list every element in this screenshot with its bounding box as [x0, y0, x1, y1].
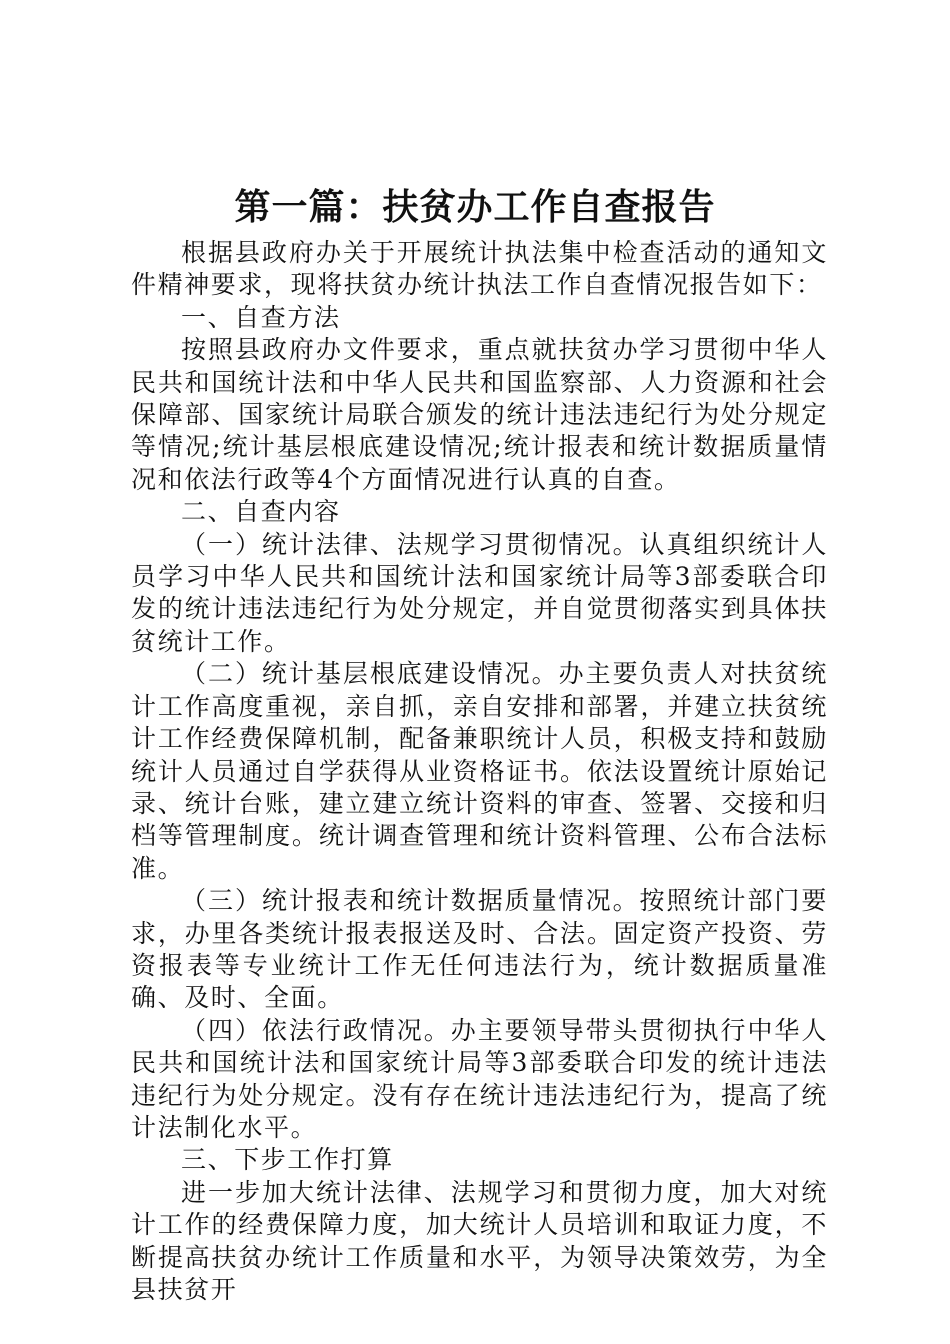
section-heading-plan: 三、下步工作打算	[181, 1145, 394, 1175]
paragraph-intro: 根据县政府办关于开展统计执法集中检查活动的通知文件精神要求，现将扶贫办统计执法工作自查情况报告如下：	[131, 238, 828, 300]
document-body	[131, 237, 828, 1306]
paragraph-method: 按照县政府办文件要求，重点就扶贫办学习贯彻中华人民共和国统计法和中华人民共和国监察部、人力资源和社会保障部、国家统计局联合颁发的统计违法违纪行为处分规定等情况;统计基层根底建设情况;统计报表和统计数据质量情况和依法行政等4个方面情况进行认真的自查。	[131, 335, 828, 494]
paragraph-content-4: （四）依法行政情况。办主要领导带头贯彻执行中华人民共和国统计法和国家统计局等3部委联合印发的统计违法违纪行为处分规定。没有存在统计违法违纪行为，提高了统计法制化水平。	[131, 1015, 828, 1142]
section-heading-content: 二、自查内容	[181, 497, 341, 527]
paragraph-content-2: （二）统计基层根底建设情况。办主要负责人对扶贫统计工作高度重视，亲自抓，亲自安排和部署，并建立扶贫统计工作经费保障机制，配备兼职统计人员，积极支持和鼓励统计人员通过自学获得从业资格证书。依法设置统计原始记录、统计台账，建立建立统计资料的审查、签署、交接和归档等管理制度。统计调查管理和统计资料管理、公布合法标准。	[131, 659, 828, 883]
document-title: 第一篇：扶贫办工作自查报告	[234, 187, 716, 228]
paragraph-content-1: （一）统计法律、法规学习贯彻情况。认真组织统计人员学习中华人民共和国统计法和国家统计局等3部委联合印发的统计违法违纪行为处分规定，并自觉贯彻落实到具体扶贫统计工作。	[131, 529, 828, 656]
section-heading-method: 一、自查方法	[181, 302, 341, 332]
paragraph-plan: 进一步加大统计法律、法规学习和贯彻力度，加大对统计工作的经费保障力度，加大统计人员培训和取证力度，不断提高扶贫办统计工作质量和水平，为领导决策效劳，为全县扶贫开	[131, 1177, 828, 1304]
paragraph-content-3: （三）统计报表和统计数据质量情况。按照统计部门要求，办里各类统计报表报送及时、合法。固定资产投资、劳资报表等专业统计工作无任何违法行为，统计数据质量准确、及时、全面。	[131, 886, 828, 1013]
